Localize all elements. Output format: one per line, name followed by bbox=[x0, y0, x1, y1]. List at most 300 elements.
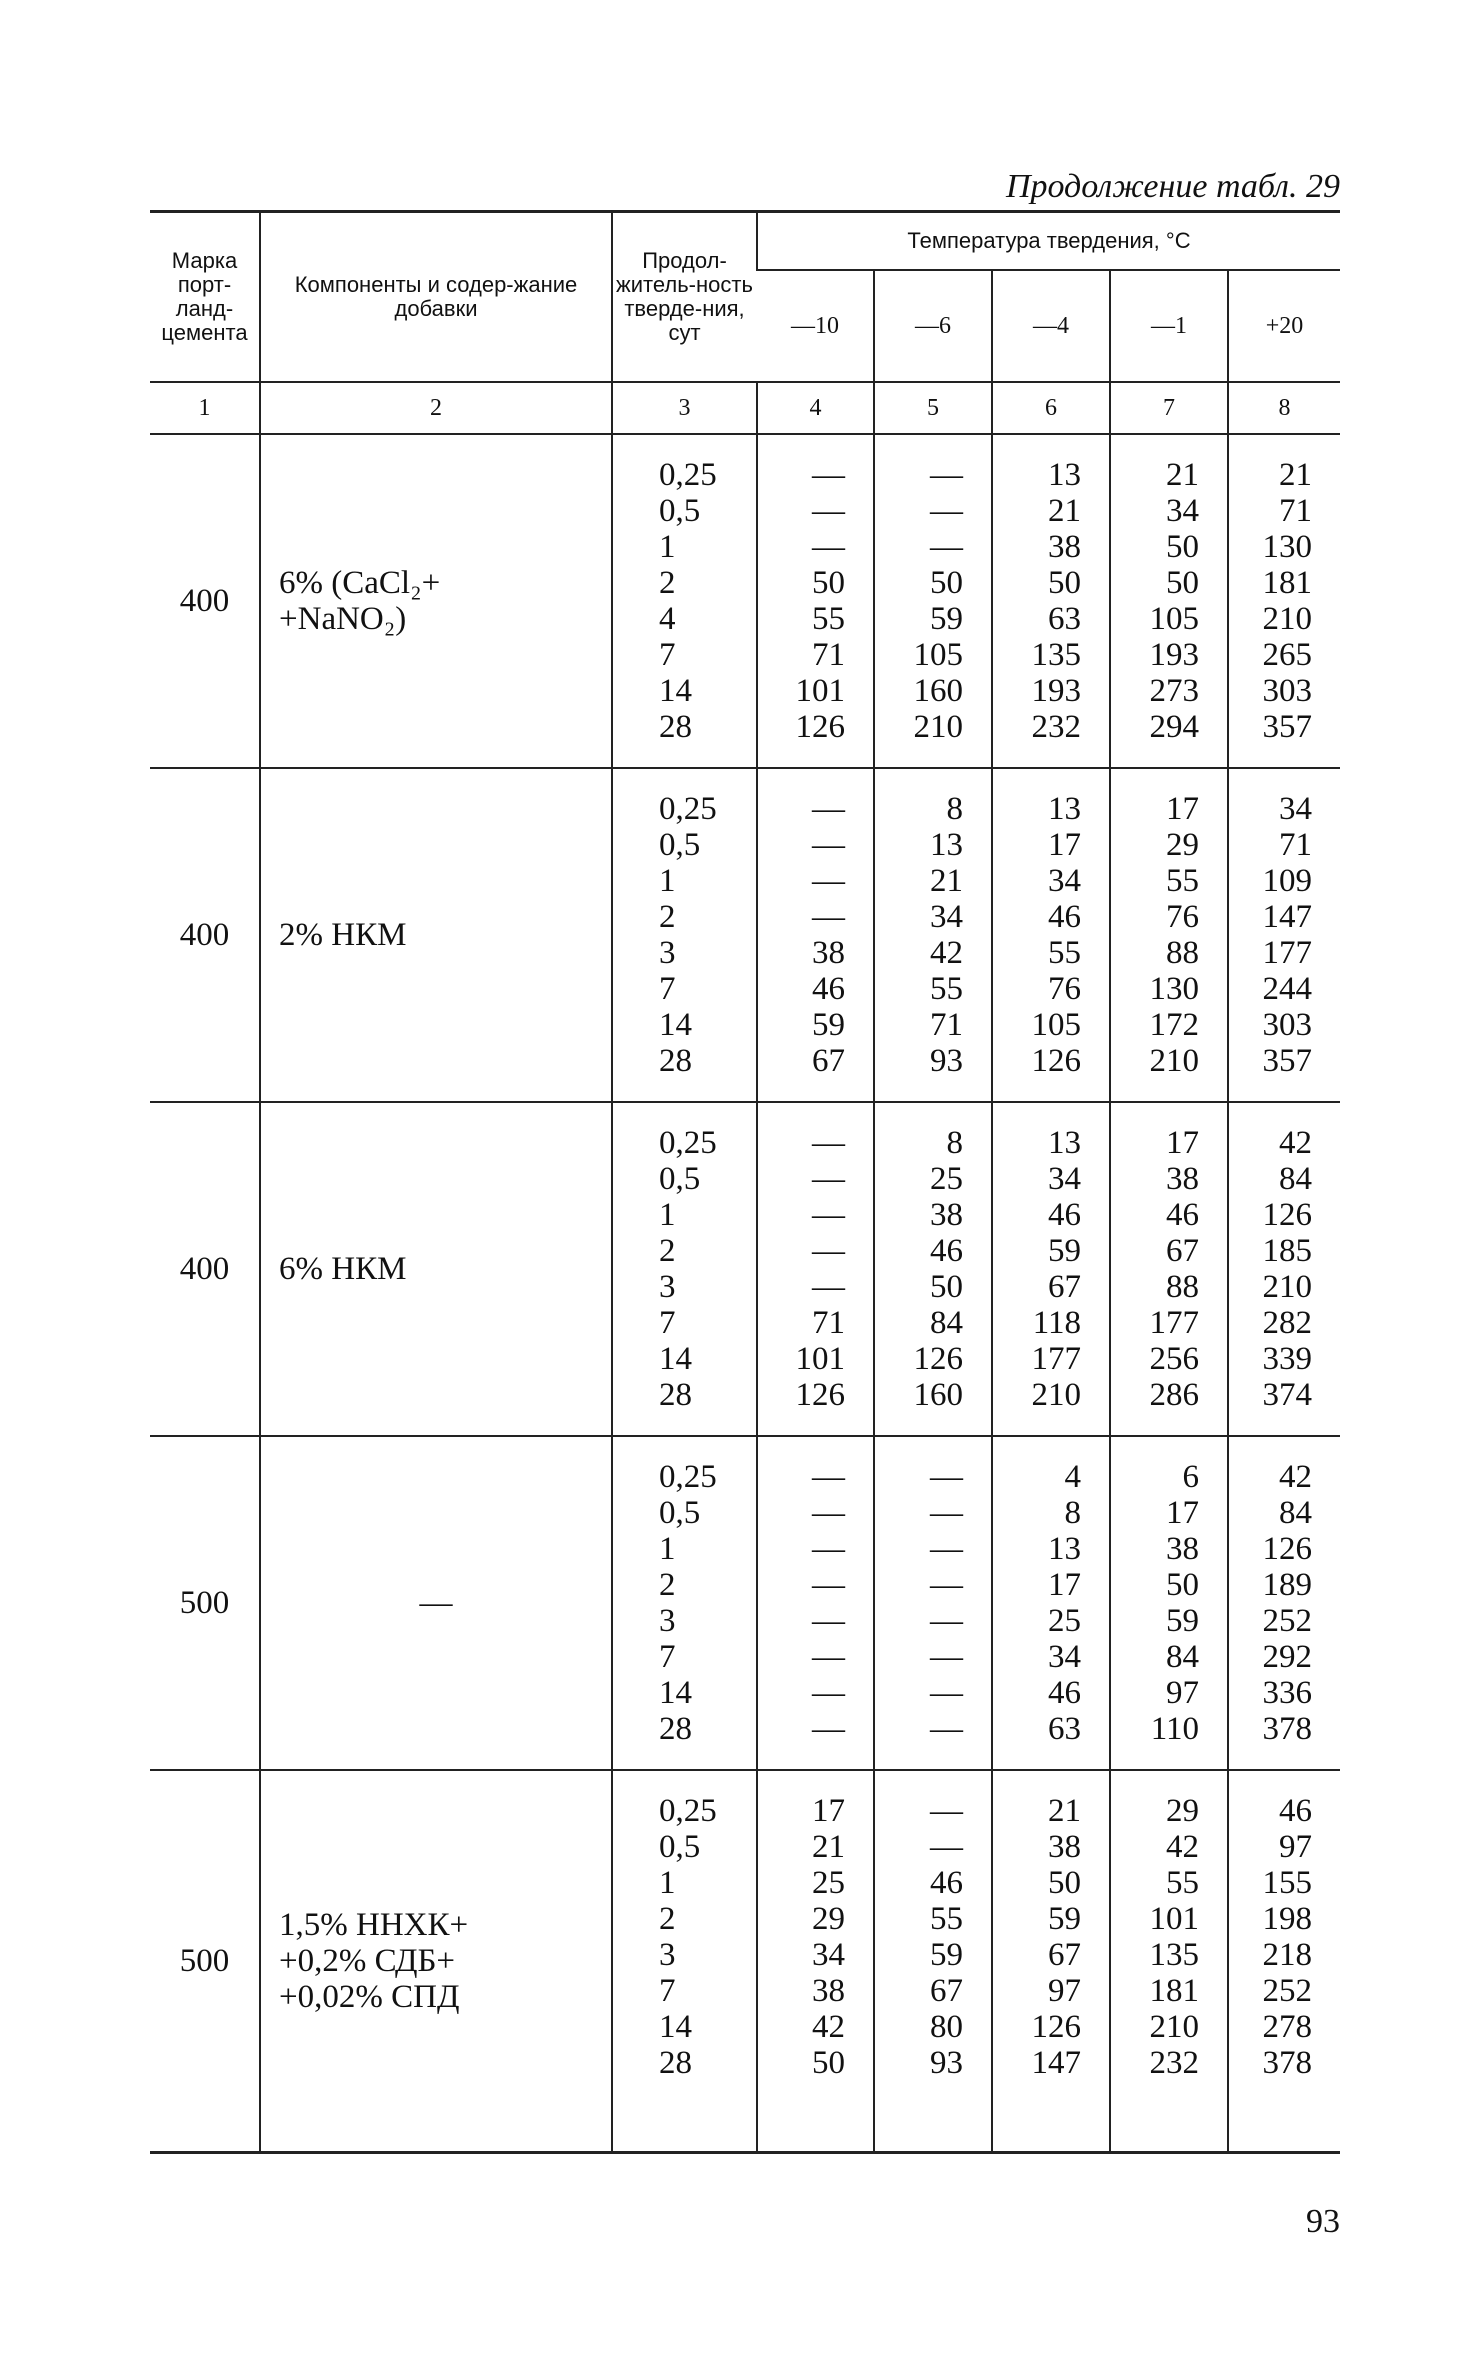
strength-value: — bbox=[930, 1459, 963, 1495]
additive-components: 1,5% ННХК+ +0,2% СДБ+ +0,02% СПД bbox=[260, 1770, 612, 2153]
duration-value: 1 bbox=[659, 1197, 676, 1233]
strength-cell-t-m6 bbox=[874, 1436, 992, 1770]
header-temp-m1: —1 bbox=[1110, 270, 1228, 382]
strength-value: 25 bbox=[930, 1161, 963, 1197]
strength-value: 4 bbox=[1064, 1459, 1081, 1495]
duration-value: 14 bbox=[659, 673, 692, 709]
strength-value: 59 bbox=[1048, 1233, 1081, 1269]
duration-value: 14 bbox=[659, 1007, 692, 1043]
duration-value: 14 bbox=[659, 2009, 692, 2045]
strength-value: 17 bbox=[1048, 1567, 1081, 1603]
strength-value: — bbox=[812, 457, 845, 493]
strength-value: 8 bbox=[946, 791, 963, 827]
table-row bbox=[150, 1436, 1340, 1770]
strength-value: 67 bbox=[1048, 1269, 1081, 1305]
strength-cell-t-m6 bbox=[874, 434, 992, 768]
strength-value: 101 bbox=[1149, 1901, 1199, 1937]
duration-value: 3 bbox=[659, 1937, 676, 1973]
strength-value: 282 bbox=[1262, 1305, 1313, 1341]
strength-value: 59 bbox=[812, 1007, 845, 1043]
strength-value: 34 bbox=[930, 899, 963, 935]
strength-cell-t-m1 bbox=[1110, 1102, 1228, 1436]
strength-value: — bbox=[812, 1161, 845, 1197]
duration-value: 28 bbox=[659, 1043, 692, 1079]
strength-value: 50 bbox=[1166, 529, 1199, 565]
strength-value: — bbox=[812, 1495, 845, 1531]
strength-cell-t-m4 bbox=[992, 1436, 1110, 1770]
strength-value: 38 bbox=[1048, 529, 1081, 565]
strength-cell-t-m10 bbox=[757, 768, 874, 1102]
strength-value: — bbox=[930, 1495, 963, 1531]
column-number: 1 bbox=[150, 382, 260, 434]
strength-value: 25 bbox=[812, 1865, 845, 1901]
strength-value: — bbox=[812, 791, 845, 827]
header-components: Компоненты и содер-жание добавки bbox=[260, 212, 612, 383]
strength-value: 273 bbox=[1149, 673, 1199, 709]
strength-value: 46 bbox=[930, 1233, 963, 1269]
strength-value: 42 bbox=[1166, 1829, 1199, 1865]
duration-value: 1 bbox=[659, 529, 676, 565]
strength-cell-t-p20 bbox=[1228, 1770, 1340, 2153]
column-number: 6 bbox=[992, 382, 1110, 434]
strength-value: 71 bbox=[930, 1007, 963, 1043]
strength-value: 50 bbox=[930, 1269, 963, 1305]
strength-value: — bbox=[930, 1711, 963, 1747]
strength-value: 42 bbox=[812, 2009, 845, 2045]
strength-value: 55 bbox=[930, 971, 963, 1007]
strength-value: 55 bbox=[1166, 1865, 1199, 1901]
strength-value: 13 bbox=[1048, 457, 1081, 493]
header-temperature-group: Температура твердения, °С bbox=[757, 212, 1340, 271]
strength-value: 256 bbox=[1149, 1341, 1199, 1377]
strength-value: 252 bbox=[1262, 1973, 1313, 2009]
column-number: 2 bbox=[260, 382, 612, 434]
strength-value: 13 bbox=[930, 827, 963, 863]
strength-value: 38 bbox=[812, 935, 845, 971]
strength-value: — bbox=[930, 1793, 963, 1829]
strength-cell-t-p20 bbox=[1228, 768, 1340, 1102]
strength-value: 135 bbox=[1149, 1937, 1199, 1973]
strength-value: 38 bbox=[1048, 1829, 1081, 1865]
strength-value: 46 bbox=[1048, 899, 1081, 935]
strength-value: 6 bbox=[1182, 1459, 1199, 1495]
strength-value: 67 bbox=[1166, 1233, 1199, 1269]
header-temp-m4: —4 bbox=[992, 270, 1110, 382]
strength-value: 126 bbox=[913, 1341, 963, 1377]
strength-value: 34 bbox=[1166, 493, 1199, 529]
duration-value: 28 bbox=[659, 1711, 692, 1747]
strength-value: 59 bbox=[930, 601, 963, 637]
strength-value: 101 bbox=[795, 673, 845, 709]
duration-value: 2 bbox=[659, 1567, 676, 1603]
strength-value: 50 bbox=[812, 565, 845, 601]
strength-value: 13 bbox=[1048, 791, 1081, 827]
strength-value: 105 bbox=[913, 637, 963, 673]
strength-cell-t-m10 bbox=[757, 1102, 874, 1436]
column-number: 5 bbox=[874, 382, 992, 434]
strength-cell-t-m10 bbox=[757, 1770, 874, 2153]
strength-value: 147 bbox=[1262, 899, 1313, 935]
strength-value: 67 bbox=[930, 1973, 963, 2009]
strength-value: 93 bbox=[930, 1043, 963, 1079]
strength-cell-t-p20 bbox=[1228, 1436, 1340, 1770]
column-number: 3 bbox=[612, 382, 757, 434]
strength-value: 59 bbox=[1166, 1603, 1199, 1639]
strength-cell-t-m1 bbox=[1110, 434, 1228, 768]
strength-value: 29 bbox=[812, 1901, 845, 1937]
table-row bbox=[150, 1102, 1340, 1436]
strength-value: 126 bbox=[795, 709, 845, 745]
strength-value: 172 bbox=[1149, 1007, 1199, 1043]
strength-value: 38 bbox=[930, 1197, 963, 1233]
strength-value: 46 bbox=[812, 971, 845, 1007]
strength-value: 177 bbox=[1149, 1305, 1199, 1341]
strength-value: 8 bbox=[946, 1125, 963, 1161]
strength-value: 193 bbox=[1031, 673, 1081, 709]
strength-value: 294 bbox=[1149, 709, 1199, 745]
strength-value: 336 bbox=[1262, 1675, 1313, 1711]
strength-value: 50 bbox=[1048, 1865, 1081, 1901]
strength-value: 17 bbox=[812, 1793, 845, 1829]
strength-value: 105 bbox=[1149, 601, 1199, 637]
strength-value: — bbox=[930, 493, 963, 529]
strength-value: 110 bbox=[1150, 1711, 1199, 1747]
strength-value: 160 bbox=[913, 673, 963, 709]
strength-value: — bbox=[930, 1639, 963, 1675]
duration-value: 2 bbox=[659, 899, 676, 935]
cement-grade: 400 bbox=[150, 434, 260, 768]
strength-value: — bbox=[812, 1567, 845, 1603]
duration-value: 4 bbox=[659, 601, 676, 637]
duration-value: 7 bbox=[659, 637, 676, 673]
strength-value: 181 bbox=[1149, 1973, 1199, 2009]
strength-value: — bbox=[812, 1531, 845, 1567]
strength-value: 42 bbox=[930, 935, 963, 971]
strength-value: 97 bbox=[1279, 1829, 1313, 1865]
header-grade: Марка порт-ланд-цемента bbox=[150, 212, 260, 383]
strength-value: 357 bbox=[1262, 1043, 1313, 1079]
strength-value: 286 bbox=[1149, 1377, 1199, 1413]
strength-value: 50 bbox=[812, 2045, 845, 2081]
duration-value: 14 bbox=[659, 1675, 692, 1711]
strength-value: 84 bbox=[1279, 1495, 1313, 1531]
duration-value: 7 bbox=[659, 1973, 676, 2009]
strength-value: 71 bbox=[1279, 827, 1313, 863]
column-number: 4 bbox=[757, 382, 874, 434]
strength-value: 130 bbox=[1149, 971, 1199, 1007]
duration-value: 28 bbox=[659, 1377, 692, 1413]
duration-value: 7 bbox=[659, 971, 676, 1007]
strength-value: 38 bbox=[812, 1973, 845, 2009]
strength-value: 55 bbox=[930, 1901, 963, 1937]
strength-value: 378 bbox=[1262, 1711, 1313, 1747]
strength-value: 109 bbox=[1262, 863, 1313, 899]
strength-value: 21 bbox=[1048, 493, 1081, 529]
strength-value: 76 bbox=[1048, 971, 1081, 1007]
duration-value: 0,25 bbox=[659, 1459, 717, 1495]
strength-value: 34 bbox=[1048, 863, 1081, 899]
duration-value: 0,25 bbox=[659, 457, 717, 493]
cement-grade: 400 bbox=[150, 768, 260, 1102]
duration-value: 7 bbox=[659, 1305, 676, 1341]
strength-value: 13 bbox=[1048, 1531, 1081, 1567]
strength-cell-t-m10 bbox=[757, 1436, 874, 1770]
header-temp-m6: —6 bbox=[874, 270, 992, 382]
strength-value: 8 bbox=[1064, 1495, 1081, 1531]
data-table bbox=[150, 210, 1340, 2154]
table-row bbox=[150, 434, 1340, 768]
strength-cell-t-m4 bbox=[992, 1770, 1110, 2153]
duration-value: 0,5 bbox=[659, 1495, 701, 1531]
strength-value: 126 bbox=[795, 1377, 845, 1413]
duration-value: 2 bbox=[659, 1233, 676, 1269]
strength-value: 76 bbox=[1166, 899, 1199, 935]
strength-value: 71 bbox=[812, 1305, 845, 1341]
table-row bbox=[150, 768, 1340, 1102]
additive-components: 6% (CaCl₂+ +NaNO₂) bbox=[260, 434, 612, 768]
strength-value: — bbox=[812, 863, 845, 899]
strength-value: 181 bbox=[1262, 565, 1313, 601]
strength-value: — bbox=[930, 457, 963, 493]
strength-value: 21 bbox=[1279, 457, 1313, 493]
strength-value: 126 bbox=[1031, 1043, 1081, 1079]
hardening-duration-cell bbox=[612, 1770, 757, 2153]
strength-value: 63 bbox=[1048, 1711, 1081, 1747]
strength-value: 42 bbox=[1279, 1459, 1313, 1495]
strength-value: 244 bbox=[1262, 971, 1313, 1007]
strength-cell-t-m4 bbox=[992, 434, 1110, 768]
strength-value: 303 bbox=[1262, 673, 1313, 709]
strength-value: 34 bbox=[1048, 1639, 1081, 1675]
strength-value: 17 bbox=[1166, 1495, 1199, 1531]
duration-value: 0,25 bbox=[659, 1125, 717, 1161]
strength-cell-t-m10 bbox=[757, 434, 874, 768]
strength-value: 42 bbox=[1279, 1125, 1313, 1161]
strength-value: 130 bbox=[1262, 529, 1313, 565]
strength-value: 278 bbox=[1262, 2009, 1313, 2045]
header-temp-p20: +20 bbox=[1228, 270, 1340, 382]
strength-value: 50 bbox=[1166, 565, 1199, 601]
strength-value: 67 bbox=[812, 1043, 845, 1079]
strength-value: 17 bbox=[1048, 827, 1081, 863]
duration-value: 2 bbox=[659, 1901, 676, 1937]
strength-value: 84 bbox=[1166, 1639, 1199, 1675]
cement-grade: 500 bbox=[150, 1770, 260, 2153]
cement-grade: 400 bbox=[150, 1102, 260, 1436]
strength-value: 46 bbox=[1166, 1197, 1199, 1233]
strength-value: 63 bbox=[1048, 601, 1081, 637]
strength-value: 232 bbox=[1149, 2045, 1199, 2081]
strength-value: 126 bbox=[1262, 1197, 1313, 1233]
strength-value: 50 bbox=[1166, 1567, 1199, 1603]
strength-value: 88 bbox=[1166, 1269, 1199, 1305]
strength-value: 50 bbox=[1048, 565, 1081, 601]
strength-value: 46 bbox=[930, 1865, 963, 1901]
strength-value: 34 bbox=[1048, 1161, 1081, 1197]
strength-value: 80 bbox=[930, 2009, 963, 2045]
page-number: 93 bbox=[1306, 2203, 1340, 2240]
strength-cell-t-m4 bbox=[992, 1102, 1110, 1436]
duration-value: 3 bbox=[659, 1603, 676, 1639]
strength-cell-t-p20 bbox=[1228, 1102, 1340, 1436]
additive-components: 6% НКМ bbox=[260, 1102, 612, 1436]
table-body bbox=[150, 434, 1340, 2153]
strength-value: — bbox=[812, 1603, 845, 1639]
header-temp-m10: —10 bbox=[757, 270, 874, 382]
duration-value: 28 bbox=[659, 2045, 692, 2081]
duration-value: 3 bbox=[659, 935, 676, 971]
strength-cell-t-m4 bbox=[992, 768, 1110, 1102]
strength-value: — bbox=[812, 493, 845, 529]
strength-value: — bbox=[812, 1711, 845, 1747]
duration-value: 1 bbox=[659, 1531, 676, 1567]
strength-value: 210 bbox=[1031, 1377, 1081, 1413]
strength-value: 38 bbox=[1166, 1531, 1199, 1567]
strength-value: 189 bbox=[1262, 1567, 1313, 1603]
strength-value: — bbox=[812, 1233, 845, 1269]
strength-value: 378 bbox=[1262, 2045, 1313, 2081]
strength-value: 210 bbox=[1149, 2009, 1199, 2045]
hardening-duration-cell bbox=[612, 1436, 757, 1770]
duration-value: 14 bbox=[659, 1341, 692, 1377]
strength-value: — bbox=[812, 827, 845, 863]
strength-value: 88 bbox=[1166, 935, 1199, 971]
duration-value: 0,5 bbox=[659, 493, 701, 529]
strength-value: — bbox=[930, 1829, 963, 1865]
strength-value: 34 bbox=[1279, 791, 1313, 827]
strength-value: 46 bbox=[1048, 1197, 1081, 1233]
strength-value: 59 bbox=[930, 1937, 963, 1973]
strength-value: 38 bbox=[1166, 1161, 1199, 1197]
strength-value: 97 bbox=[1048, 1973, 1081, 2009]
duration-value: 2 bbox=[659, 565, 676, 601]
additive-components: 2% НКМ bbox=[260, 768, 612, 1102]
strength-value: 126 bbox=[1031, 2009, 1081, 2045]
strength-value: 50 bbox=[930, 565, 963, 601]
strength-value: — bbox=[812, 1459, 845, 1495]
strength-value: 34 bbox=[812, 1937, 845, 1973]
strength-value: — bbox=[812, 1675, 845, 1711]
strength-value: 29 bbox=[1166, 1793, 1199, 1829]
strength-value: 105 bbox=[1031, 1007, 1081, 1043]
strength-value: — bbox=[930, 1675, 963, 1711]
strength-value: 46 bbox=[1048, 1675, 1081, 1711]
duration-value: 7 bbox=[659, 1639, 676, 1675]
strength-value: 55 bbox=[1166, 863, 1199, 899]
strength-value: 210 bbox=[1262, 601, 1313, 637]
strength-value: 357 bbox=[1262, 709, 1313, 745]
strength-value: 17 bbox=[1166, 791, 1199, 827]
strength-value: 198 bbox=[1262, 1901, 1313, 1937]
strength-value: 232 bbox=[1031, 709, 1081, 745]
strength-value: — bbox=[812, 1197, 845, 1233]
strength-value: 339 bbox=[1262, 1341, 1313, 1377]
strength-value: 118 bbox=[1032, 1305, 1081, 1341]
duration-value: 28 bbox=[659, 709, 692, 745]
strength-value: 177 bbox=[1262, 935, 1313, 971]
strength-value: — bbox=[812, 529, 845, 565]
strength-value: 93 bbox=[930, 2045, 963, 2081]
duration-value: 0,25 bbox=[659, 1793, 717, 1829]
strength-value: 21 bbox=[812, 1829, 845, 1865]
strength-value: 155 bbox=[1262, 1865, 1313, 1901]
strength-value: 21 bbox=[930, 863, 963, 899]
cement-grade: 500 bbox=[150, 1436, 260, 1770]
duration-value: 1 bbox=[659, 1865, 676, 1901]
strength-value: — bbox=[812, 1125, 845, 1161]
strength-value: 71 bbox=[1279, 493, 1313, 529]
additive-components: — bbox=[260, 1436, 612, 1770]
duration-value: 1 bbox=[659, 863, 676, 899]
duration-value: 3 bbox=[659, 1269, 676, 1305]
strength-value: 177 bbox=[1031, 1341, 1081, 1377]
strength-value: 303 bbox=[1262, 1007, 1313, 1043]
strength-value: 210 bbox=[1149, 1043, 1199, 1079]
strength-value: 13 bbox=[1048, 1125, 1081, 1161]
strength-value: 84 bbox=[930, 1305, 963, 1341]
strength-value: — bbox=[812, 1269, 845, 1305]
strength-value: — bbox=[930, 529, 963, 565]
strength-value: 185 bbox=[1262, 1233, 1313, 1269]
column-number: 7 bbox=[1110, 382, 1228, 434]
strength-value: — bbox=[930, 1603, 963, 1639]
strength-value: 292 bbox=[1262, 1639, 1313, 1675]
strength-value: 147 bbox=[1031, 2045, 1081, 2081]
strength-value: — bbox=[812, 1639, 845, 1675]
strength-value: 210 bbox=[913, 709, 963, 745]
strength-value: 67 bbox=[1048, 1937, 1081, 1973]
strength-cell-t-m6 bbox=[874, 1770, 992, 2153]
strength-value: 55 bbox=[812, 601, 845, 637]
strength-value: — bbox=[930, 1531, 963, 1567]
strength-value: 59 bbox=[1048, 1901, 1081, 1937]
table-caption: Продолжение табл. 29 bbox=[1005, 168, 1340, 205]
strength-value: 252 bbox=[1262, 1603, 1313, 1639]
header-duration: Продол-житель-ность тверде-ния, сут bbox=[612, 212, 757, 383]
strength-cell-t-p20 bbox=[1228, 434, 1340, 768]
strength-value: 265 bbox=[1262, 637, 1313, 673]
strength-value: 218 bbox=[1262, 1937, 1313, 1973]
strength-value: 84 bbox=[1279, 1161, 1313, 1197]
table-row bbox=[150, 1770, 1340, 2153]
strength-value: 374 bbox=[1262, 1377, 1313, 1413]
strength-value: 97 bbox=[1166, 1675, 1199, 1711]
strength-cell-t-m1 bbox=[1110, 1770, 1228, 2153]
strength-value: 46 bbox=[1279, 1793, 1313, 1829]
strength-cell-t-m6 bbox=[874, 1102, 992, 1436]
strength-value: 193 bbox=[1149, 637, 1199, 673]
hardening-duration-cell bbox=[612, 768, 757, 1102]
hardening-duration-cell bbox=[612, 1102, 757, 1436]
strength-value: — bbox=[812, 899, 845, 935]
strength-value: 101 bbox=[795, 1341, 845, 1377]
strength-value: 126 bbox=[1262, 1531, 1313, 1567]
duration-value: 0,25 bbox=[659, 791, 717, 827]
strength-cell-t-m1 bbox=[1110, 768, 1228, 1102]
strength-value: 210 bbox=[1262, 1269, 1313, 1305]
strength-value: 21 bbox=[1166, 457, 1199, 493]
strength-value: — bbox=[930, 1567, 963, 1603]
strength-value: 21 bbox=[1048, 1793, 1081, 1829]
strength-cell-t-m6 bbox=[874, 768, 992, 1102]
strength-value: 135 bbox=[1031, 637, 1081, 673]
strength-value: 17 bbox=[1166, 1125, 1199, 1161]
strength-value: 160 bbox=[913, 1377, 963, 1413]
hardening-duration-cell bbox=[612, 434, 757, 768]
column-number: 8 bbox=[1228, 382, 1340, 434]
strength-value: 55 bbox=[1048, 935, 1081, 971]
strength-value: 25 bbox=[1048, 1603, 1081, 1639]
